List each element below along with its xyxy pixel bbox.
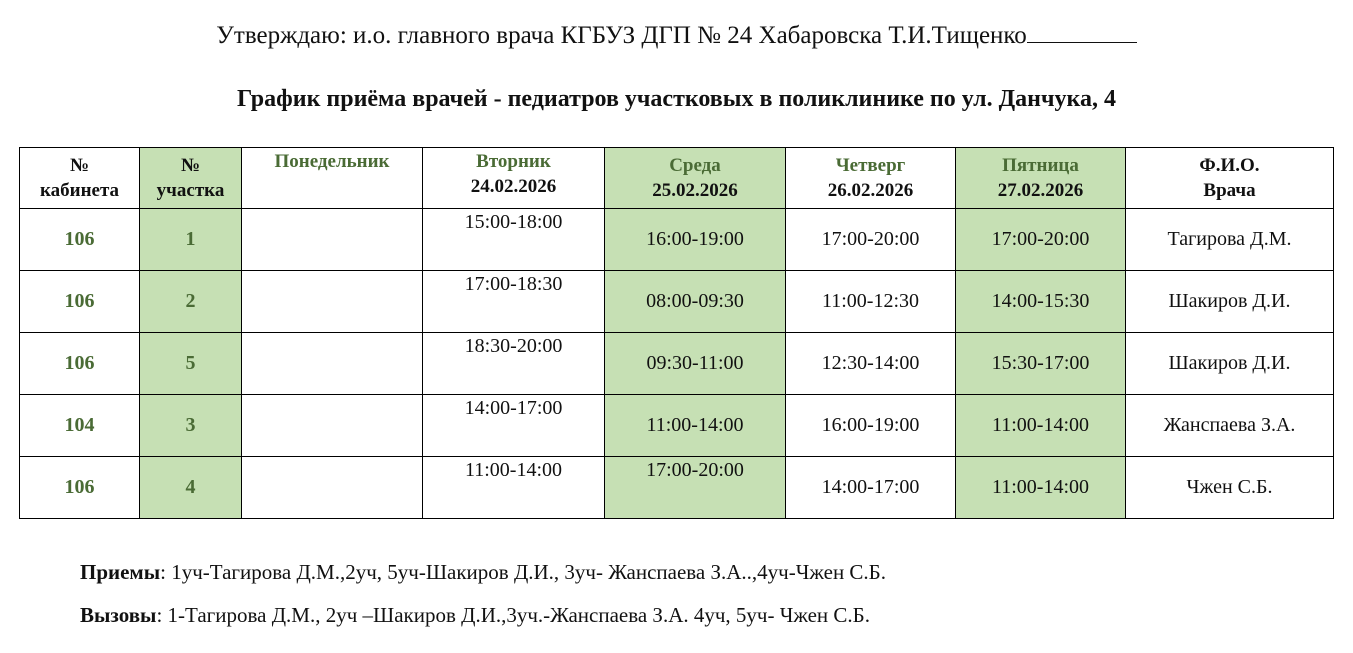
doctor-cell: Жанспаева З.А. (1126, 395, 1334, 457)
wednesday-cell: 08:00-09:30 (605, 271, 786, 333)
tuesday-cell: 14:00-17:00 (423, 395, 605, 457)
page-title: График приёма врачей - педиатров участковых в поликлинике по ул. Данчука, 4 (237, 86, 1116, 112)
header-thursday: Четверг 26.02.2026 (786, 148, 956, 209)
wednesday-cell: 11:00-14:00 (605, 395, 786, 457)
priemy-text: : 1уч-Тагирова Д.М.,2уч, 5уч-Шакиров Д.И., 3уч- Жанспаева З.А..,4уч-Чжен С.Б. (160, 560, 886, 584)
priemy-note (80, 560, 886, 585)
header-monday: Понедельник (242, 148, 423, 209)
friday-cell: 11:00-14:00 (956, 457, 1126, 519)
header-doctor: Ф.И.О. Врача (1126, 148, 1334, 209)
cabinet-cell: 106 (20, 457, 140, 519)
table-row (20, 457, 1334, 519)
monday-cell (242, 457, 423, 519)
monday-cell (242, 395, 423, 457)
thursday-cell: 16:00-19:00 (786, 395, 956, 457)
friday-cell: 14:00-15:30 (956, 271, 1126, 333)
wednesday-cell: 09:30-11:00 (605, 333, 786, 395)
monday-cell (242, 209, 423, 271)
vyzovy-text: : 1-Тагирова Д.М., 2уч –Шакиров Д.И.,3уч.-Жанспаева З.А. 4уч, 5уч- Чжен С.Б. (156, 603, 870, 627)
table-row (20, 209, 1334, 271)
schedule-table (19, 147, 1334, 519)
table-row (20, 333, 1334, 395)
vyzovy-note (80, 603, 870, 628)
thursday-cell: 17:00-20:00 (786, 209, 956, 271)
thursday-cell: 11:00-12:30 (786, 271, 956, 333)
uchastok-cell: 2 (140, 271, 242, 333)
cabinet-cell: 106 (20, 333, 140, 395)
thursday-cell: 12:30-14:00 (786, 333, 956, 395)
header-cabinet: № кабинета (20, 148, 140, 209)
uchastok-cell: 5 (140, 333, 242, 395)
uchastok-cell: 1 (140, 209, 242, 271)
approval-line (0, 20, 1353, 50)
vyzovy-label: Вызовы (80, 603, 157, 627)
header-uchastok: № участка (140, 148, 242, 209)
header-tuesday: Вторник 24.02.2026 (423, 148, 605, 209)
tuesday-cell: 17:00-18:30 (423, 271, 605, 333)
friday-cell: 17:00-20:00 (956, 209, 1126, 271)
header-friday: Пятница 27.02.2026 (956, 148, 1126, 209)
tuesday-cell: 15:00-18:00 (423, 209, 605, 271)
table-row (20, 271, 1334, 333)
header-wednesday: Среда 25.02.2026 (605, 148, 786, 209)
doctor-cell: Шакиров Д.И. (1126, 271, 1334, 333)
tuesday-cell: 11:00-14:00 (423, 457, 605, 519)
table-row (20, 395, 1334, 457)
signature-line (1027, 20, 1137, 43)
wednesday-cell: 16:00-19:00 (605, 209, 786, 271)
doctor-cell: Шакиров Д.И. (1126, 333, 1334, 395)
monday-cell (242, 271, 423, 333)
uchastok-cell: 4 (140, 457, 242, 519)
uchastok-cell: 3 (140, 395, 242, 457)
friday-cell: 15:30-17:00 (956, 333, 1126, 395)
friday-cell: 11:00-14:00 (956, 395, 1126, 457)
approval-text: Утверждаю: и.о. главного врача КГБУЗ ДГП № 24 Хабаровска Т.И.Тищенко (216, 22, 1027, 49)
monday-cell (242, 333, 423, 395)
tuesday-cell: 18:30-20:00 (423, 333, 605, 395)
priemy-label: Приемы (80, 560, 161, 584)
header-row (20, 148, 1334, 209)
cabinet-cell: 106 (20, 271, 140, 333)
thursday-cell: 14:00-17:00 (786, 457, 956, 519)
doctor-cell: Чжен С.Б. (1126, 457, 1334, 519)
cabinet-cell: 104 (20, 395, 140, 457)
wednesday-cell: 17:00-20:00 (605, 457, 786, 519)
cabinet-cell: 106 (20, 209, 140, 271)
doctor-cell: Тагирова Д.М. (1126, 209, 1334, 271)
